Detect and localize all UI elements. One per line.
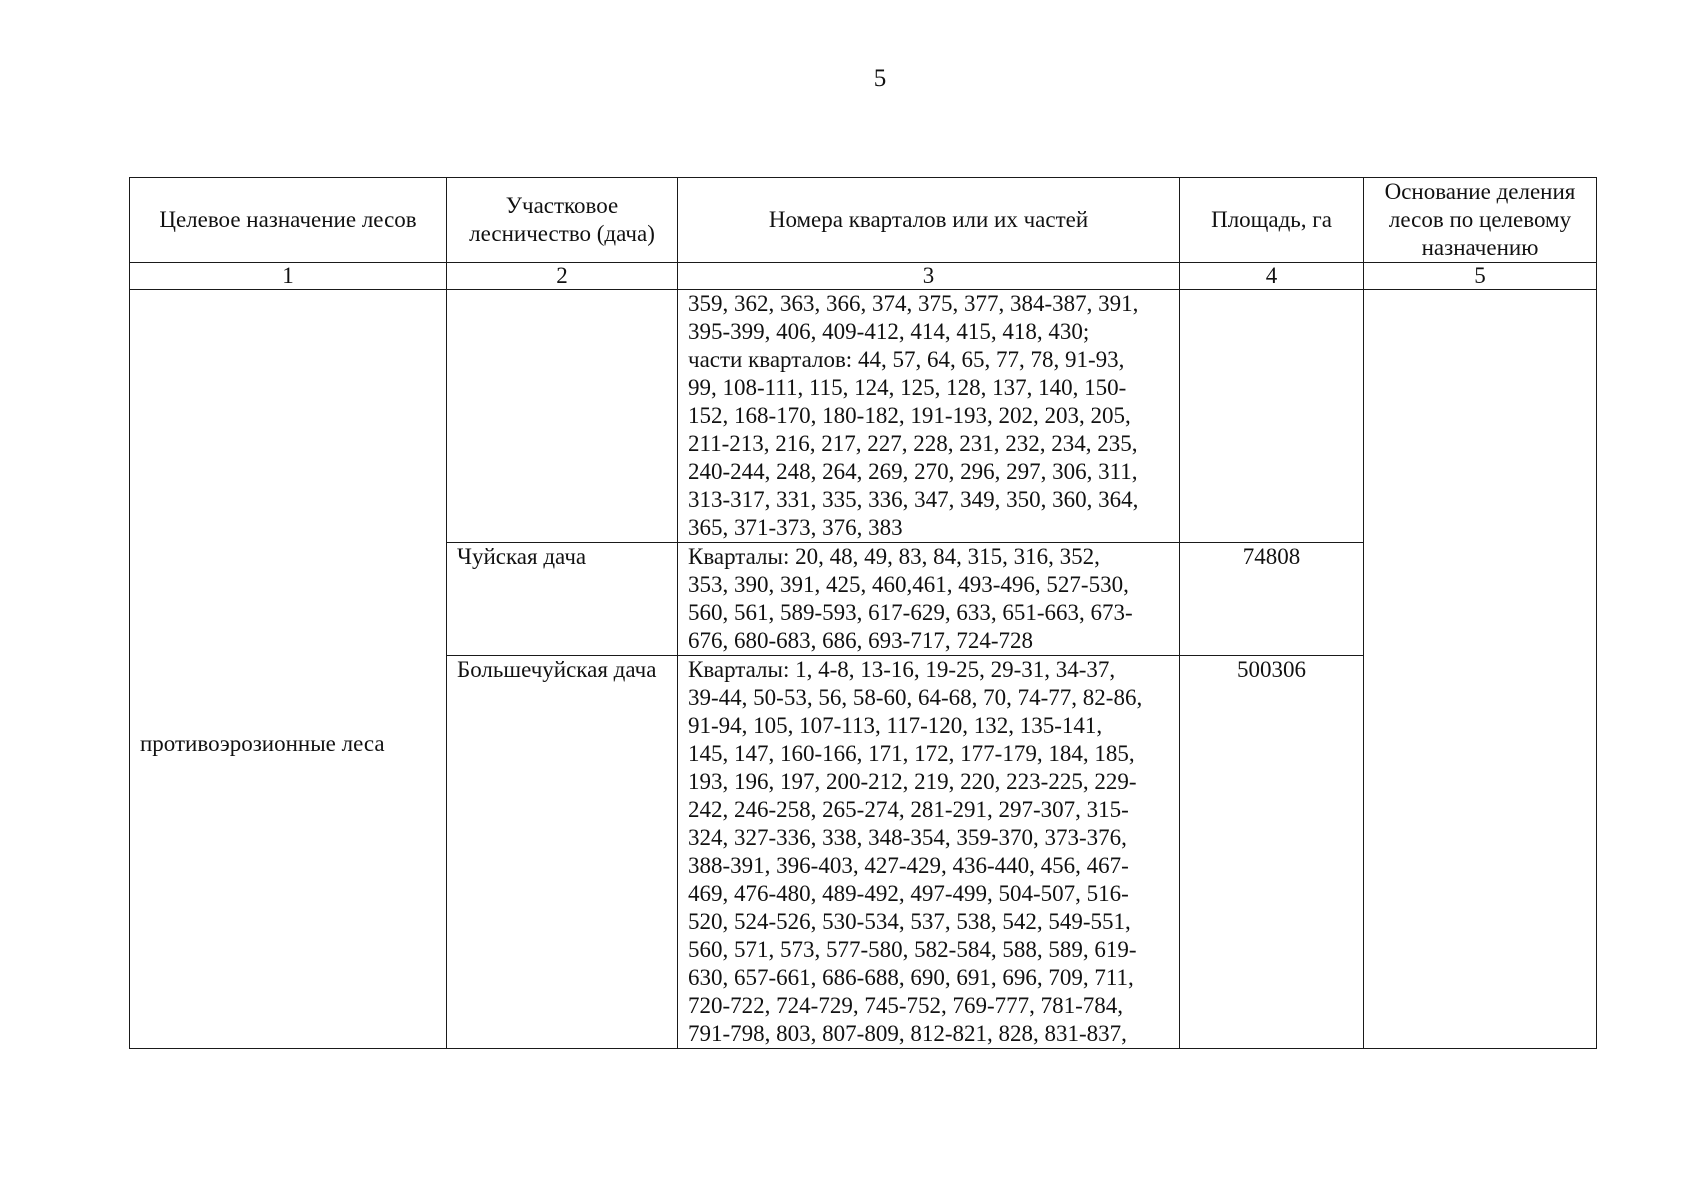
quarters-line: 91-94, 105, 107-113, 117-120, 132, 135-141, xyxy=(688,713,1103,738)
quarters-line: 560, 561, 589-593, 617-629, 633, 651-663, 673- xyxy=(688,600,1133,625)
quarters-line: 560, 571, 573, 577-580, 582-584, 588, 589, 619- xyxy=(688,937,1137,962)
quarters-line: 211-213, 216, 217, 227, 228, 231, 232, 234, 235, xyxy=(688,431,1138,456)
table-row xyxy=(130,290,1597,543)
header-basis: Основание деления лесов по целевому назначению xyxy=(1364,178,1597,263)
quarters-line: 324, 327-336, 338, 348-354, 359-370, 373-376, xyxy=(688,825,1127,850)
header-purpose: Целевое назначение лесов xyxy=(130,178,447,263)
column-number-row xyxy=(130,263,1597,290)
area-cell: 500306 xyxy=(1180,656,1364,1049)
header-district: Участковое лесничество (дача) xyxy=(447,178,678,263)
quarters-line: 469, 476-480, 489-492, 497-499, 504-507, 516- xyxy=(688,881,1129,906)
quarters-line: 720-722, 724-729, 745-752, 769-777, 781-784, xyxy=(688,993,1124,1018)
page-number: 5 xyxy=(873,65,887,92)
quarters-line: 152, 168-170, 180-182, 191-193, 202, 203, 205, xyxy=(688,403,1131,428)
quarters-line: 395-399, 406, 409-412, 414, 415, 418, 430; xyxy=(688,319,1090,344)
area-cell: 74808 xyxy=(1180,543,1364,656)
basis-cell xyxy=(1364,290,1597,1049)
header-quarters: Номера кварталов или их частей xyxy=(678,178,1180,263)
quarters-cell xyxy=(678,656,1180,1049)
quarters-line: Кварталы: 1, 4-8, 13-16, 19-25, 29-31, 34-37, xyxy=(688,657,1116,682)
district-cell: Большечуйская дача xyxy=(447,656,678,1049)
column-number: 3 xyxy=(678,263,1180,290)
quarters-line: 353, 390, 391, 425, 460,461, 493-496, 527-530, xyxy=(688,572,1129,597)
quarters-line: 99, 108-111, 115, 124, 125, 128, 137, 140, 150- xyxy=(688,375,1127,400)
quarters-line: 313-317, 331, 335, 336, 347, 349, 350, 360, 364, xyxy=(688,487,1139,512)
column-number: 1 xyxy=(130,263,447,290)
quarters-line: 388-391, 396-403, 427-429, 436-440, 456, 467- xyxy=(688,853,1129,878)
quarters-line: 365, 371-373, 376, 383 xyxy=(688,515,903,540)
district-cell xyxy=(447,290,678,543)
quarters-line: 193, 196, 197, 200-212, 219, 220, 223-225, 229- xyxy=(688,769,1137,794)
quarters-cell xyxy=(678,290,1180,543)
quarters-line: 240-244, 248, 264, 269, 270, 296, 297, 306, 311, xyxy=(688,459,1138,484)
district-cell: Чуйская дача xyxy=(447,543,678,656)
column-number: 2 xyxy=(447,263,678,290)
forest-purpose-table xyxy=(129,177,1597,1049)
quarters-line: части кварталов: 44, 57, 64, 65, 77, 78, 91-93, xyxy=(688,347,1125,372)
quarters-line: 630, 657-661, 686-688, 690, 691, 696, 709, 711, xyxy=(688,965,1134,990)
quarters-line: 145, 147, 160-166, 171, 172, 177-179, 184, 185, xyxy=(688,741,1135,766)
area-cell xyxy=(1180,290,1364,543)
column-number: 4 xyxy=(1180,263,1364,290)
quarters-line: 359, 362, 363, 366, 374, 375, 377, 384-387, 391, xyxy=(688,291,1139,316)
table-header-row xyxy=(130,178,1597,263)
quarters-line: Кварталы: 20, 48, 49, 83, 84, 315, 316, 352, xyxy=(688,544,1100,569)
quarters-line: 791-798, 803, 807-809, 812-821, 828, 831-837, xyxy=(688,1021,1127,1046)
column-number: 5 xyxy=(1364,263,1597,290)
purpose-cell: противоэрозионные леса xyxy=(130,290,447,1049)
quarters-line: 676, 680-683, 686, 693-717, 724-728 xyxy=(688,628,1033,653)
quarters-line: 39-44, 50-53, 56, 58-60, 64-68, 70, 74-77, 82-86, xyxy=(688,685,1143,710)
header-area: Площадь, га xyxy=(1180,178,1364,263)
quarters-cell xyxy=(678,543,1180,656)
quarters-line: 520, 524-526, 530-534, 537, 538, 542, 549-551, xyxy=(688,909,1131,934)
quarters-line: 242, 246-258, 265-274, 281-291, 297-307, 315- xyxy=(688,797,1129,822)
